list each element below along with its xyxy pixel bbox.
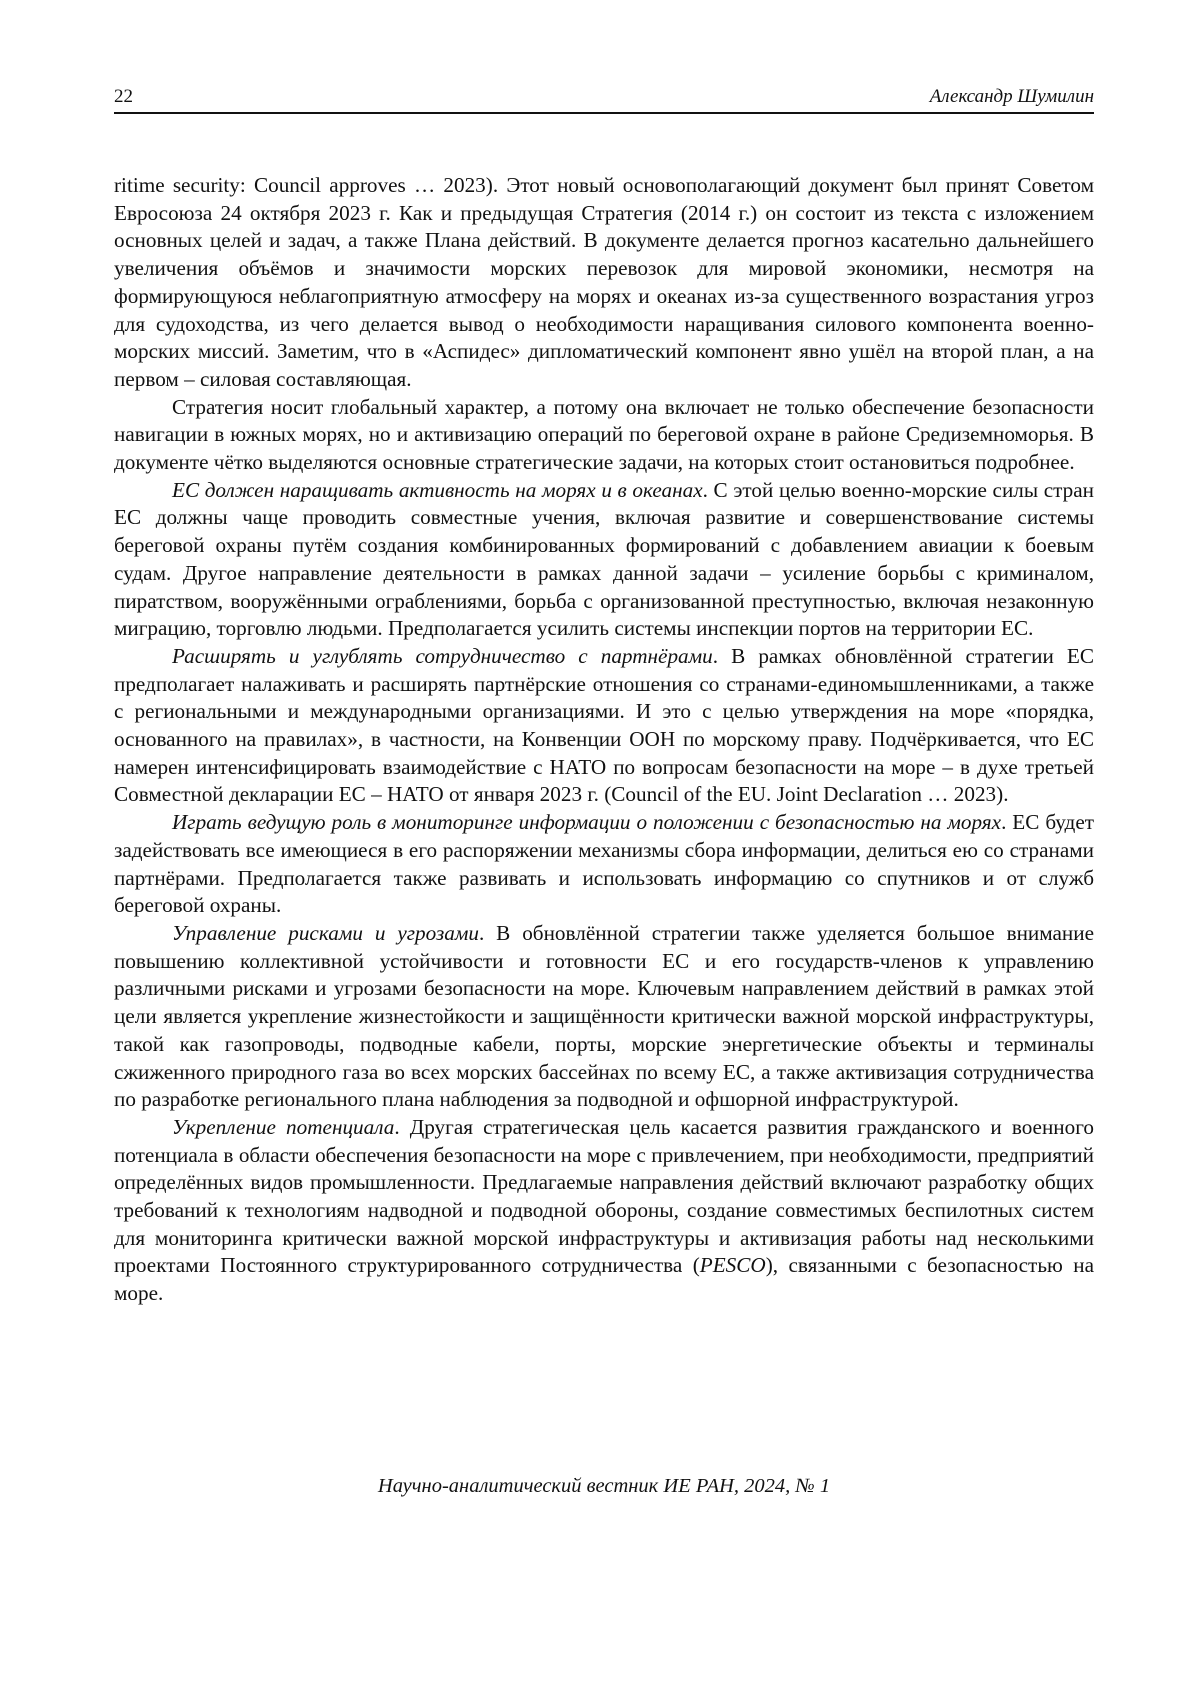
page-number: 22 (114, 86, 133, 107)
paragraph-text: . В обновлённой стратегии также уделяется большое внимание повышению коллективной устойчивости и готовности ЕС и его государств-членов к управлению различными рисками и угрозами безопасности на море. Ключевым направлением действий в рамках этой цели является укрепление жизнестойкости и защищённости критически важной морской инфраструктуры, такой как газопроводы, подводные кабели, порты, морские энергетические объекты и терминалы сжиженного природного газа во всех морских бассейнах по всему ЕС, а также активизация сотрудничества по разработке регионального плана наблюдения за подводной и офшорной инфраструктурой. (114, 920, 1095, 1112)
paragraph-text: . ЕС будет задействовать все имеющиеся в его распоряжении механизмы сбора информации, делиться ею со странами партнёрами. Предполагается также развивать и использовать информацию со спутников и от служб береговой охраны. (114, 810, 1094, 918)
paragraph-lead-italic: Расширять и углублять сотрудничество с партнёрами (172, 643, 713, 668)
pesco-abbreviation: PESCO (699, 1253, 766, 1278)
paragraph-text: . С этой целью военно-морские силы стран ЕС должны чаще проводить совместные учения, включая развитие и совершенствование системы береговой охраны путём создания комбинированных формирований с добавлением авиации к боевым судам. Другое направление деятельности в рамках данной задачи – усиление борьбы с криминалом, пиратством, вооружёнными ограблениями, борьба с организованной преступностью, включая незаконную миграцию, торговлю людьми. Предполагается усилить системы инспекции портов на территории ЕС. (114, 477, 1094, 641)
article-body (114, 172, 1094, 1308)
paragraph-lead-italic: Укрепление потенциала (172, 1114, 395, 1139)
paragraph-lead-italic: Играть ведущую роль в мониторинге информации о положении с безопасностью на морях (172, 810, 1002, 835)
journal-footer: Научно-аналитический вестник ИЕ РАН, 2024, № 1 (377, 1475, 831, 1497)
running-header-author: Александр Шумилин (929, 86, 1094, 107)
paragraph-text-tail: ), связанными с безопасностью на море. (114, 1253, 1094, 1306)
paragraph (114, 394, 1094, 477)
paragraph-text: Стратегия носит глобальный характер, а потому она включает не только обеспечение безопасности навигации в южных морях, но и активизацию операций по береговой охране в районе Средиземноморья. В документе чётко выделяются основные стратегические задачи, на которых стоит остановиться подробнее. (114, 394, 1094, 475)
paragraph-task-monitoring (114, 809, 1094, 920)
paragraph-lead-italic: ЕС должен наращивать активность на морях и в океанах (172, 477, 703, 502)
paragraph-task-risks (114, 920, 1094, 1114)
paragraph-text: ritime security: Council approves … 2023). Этот новый основополагающий документ был принят Советом Евросоюза 24 октября 2023 г. Как и предыдущая Стратегия (2014 г.) он состоит из текста с изложением основных целей и задач, а также Плана действий. В документе делается прогноз касательно дальнейшего увеличения объёмов и значимости морских перевозок для мировой экономики, несмотря на формирующуюся неблагоприятную атмосферу на морях и океанах из-за существенного возрастания угроз для судоходства, из чего делается вывод о необходимости наращивания силового компонента военно-морских миссий. Заметим, что в «Аспидес» дипломатический компонент явно ушёл на второй план, а на первом – силовая составляющая. (114, 173, 1094, 391)
paragraph-text: . В рамках обновлённой стратегии ЕС предполагает налаживать и расширять партнёрские отношения со странами-единомышленниками, а также с региональными и международными организациями. И это с целью утверждения на море «порядка, основанного на правилах», в частности, на Конвенции ООН по морскому праву. Подчёркивается, что ЕС намерен интенсифицировать взаимодействие с НАТО по вопросам безопасности на море – в духе третьей Совместной декларации ЕС – НАТО от января 2023 г. (Council of the EU. Joint Declaration … 2023). (114, 643, 1094, 807)
paragraph-text: . Другая стратегическая цель касается развития гражданского и военного потенциала в области обеспечения безопасности на море с привлечением, при необходимости, предприятий определённых видов промышленности. Предлагаемые направления действий включают разработку общих требований к технологиям надводной и подводной обороны, создание совместимых беспилотных систем для мониторинга критически важной морской инфраструктуры и активизация работы над несколькими проектами Постоянного структурированного сотрудничества ( (114, 1114, 1094, 1278)
page-header (114, 84, 1094, 114)
paragraph-task-partners (114, 643, 1094, 809)
paragraph-task-capabilities (114, 1114, 1094, 1308)
paragraph-continuation (114, 172, 1094, 394)
paragraph-lead-italic: Управление рисками и угрозами (172, 920, 479, 945)
paragraph-task-activity (114, 477, 1094, 643)
